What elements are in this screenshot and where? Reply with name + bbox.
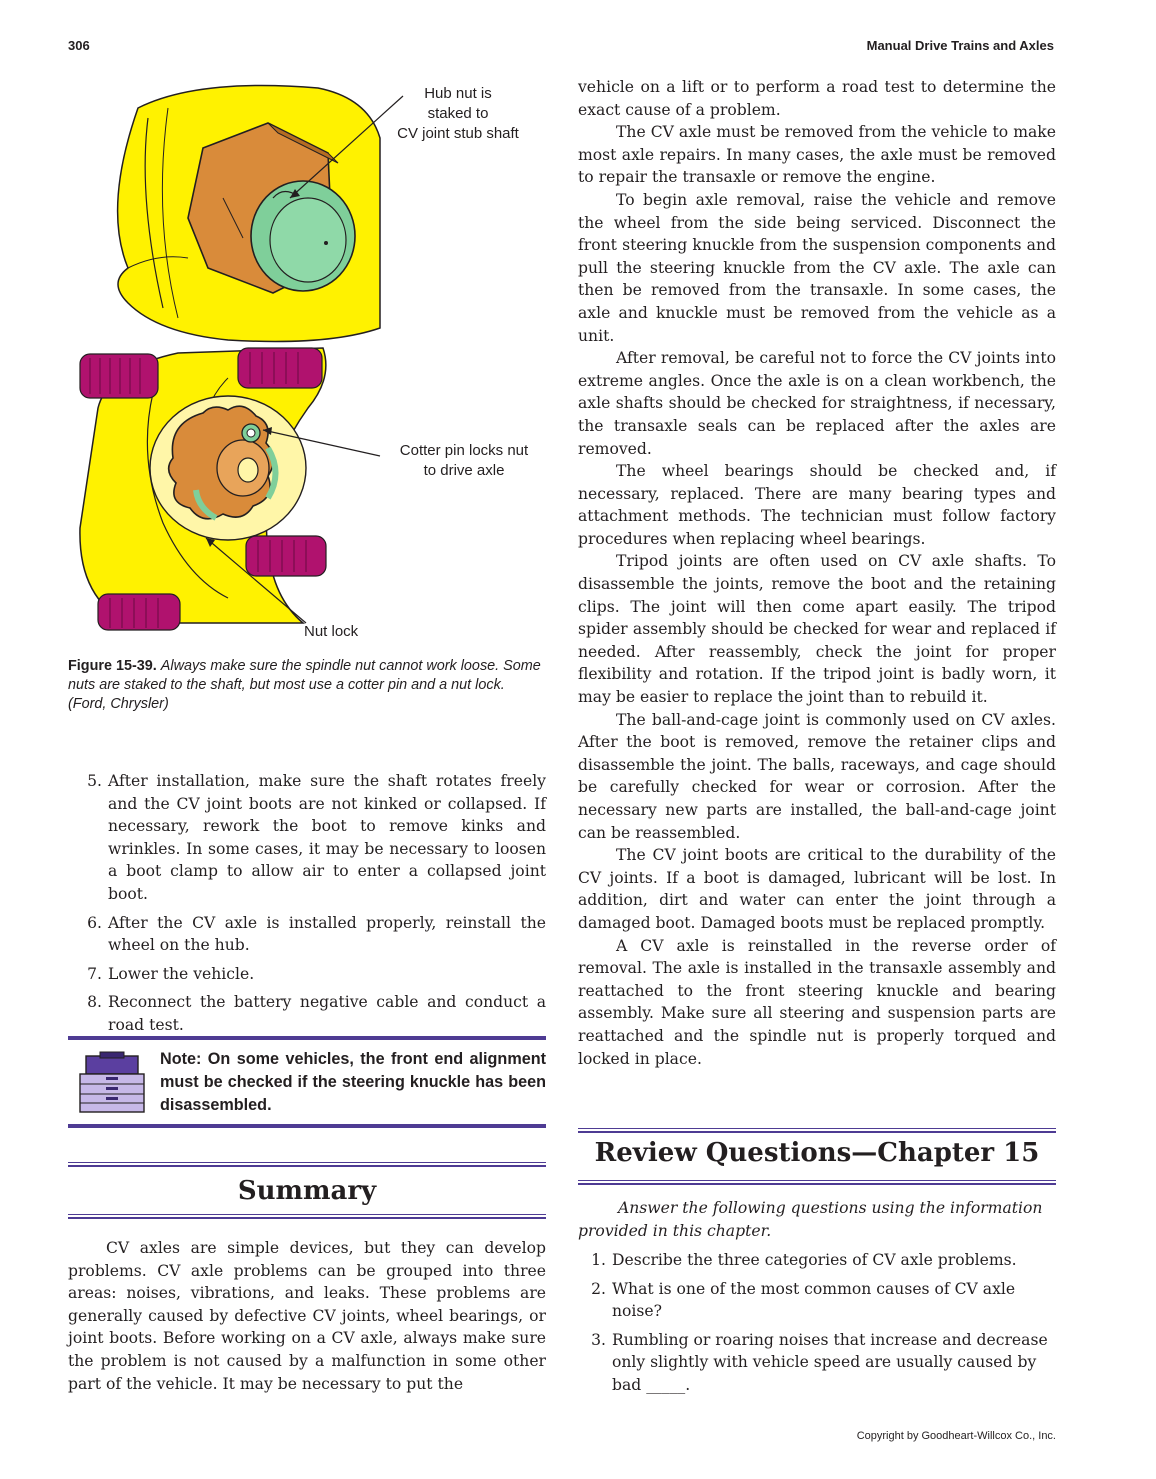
note-text: Note: On some vehicles, the front end alignment must be checked if the steering knuckle has been disassembled. bbox=[160, 1050, 546, 1114]
review-heading: Review Questions—Chapter 15 bbox=[594, 1138, 1040, 1168]
review-intro: Answer the following questions using the information provided in this chapter. bbox=[578, 1199, 1043, 1240]
list-item: 7. Lower the vehicle. bbox=[87, 964, 255, 983]
note-rule-bottom bbox=[68, 1124, 546, 1128]
running-title: Manual Drive Trains and Axles bbox=[866, 38, 1054, 53]
paragraph: The CV axle must be removed from the vehicle to make most axle repairs. In many cases, the axle must be removed to repair the transaxle or remove the engine. bbox=[578, 123, 1056, 187]
list-item: 6. After the CV axle is installed properly, reinstall the wheel on the hub. bbox=[87, 913, 546, 955]
review-rule-top bbox=[578, 1128, 1056, 1133]
review-questions bbox=[578, 1249, 1056, 1403]
paragraph: The CV joint boots are critical to the durability of the CV joints. If a boot is damaged, lubricant will be lost. In addition, dirt and water can enter the joint through a damaged boot. Damaged boots must be replaced promptly. bbox=[578, 846, 1056, 932]
paragraph: vehicle on a lift or to perform a road test to determine the exact cause of a problem. bbox=[578, 78, 1056, 119]
copyright-footer: Copyright by Goodheart-Willcox Co., Inc. bbox=[856, 1430, 1056, 1442]
summary-rule-top bbox=[68, 1162, 546, 1167]
paragraph: A CV axle is reinstalled in the reverse order of removal. The axle is installed in the transaxle assembly and reattached to the front steering knuckle and bearing assembly. Make sure all steering and suspension parts are reattached and the spindle nut is properly torqued and locked in place. bbox=[578, 936, 1056, 1068]
toolbox-icon bbox=[76, 1050, 148, 1120]
caption-label: Figure 15-39. bbox=[68, 658, 157, 674]
summary-heading: Summary bbox=[237, 1176, 377, 1206]
paragraph: To begin axle removal, raise the vehicle and remove the wheel from the side being serviced. Disconnect the front steering knuckle from the suspension components and pull the steering knuckle from the CV axle. The axle can then be removed from the transaxle. In some cases, the axle and knuckle must be removed from the vehicle as a unit. bbox=[578, 190, 1056, 345]
note-box bbox=[68, 1036, 546, 1132]
figure-caption bbox=[68, 657, 546, 714]
summary-rule-bottom bbox=[68, 1214, 546, 1219]
paragraph: The ball-and-cage joint is commonly used on CV axles. After the boot is removed, remove the retainer clips and disassemble the joint. The balls, raceways, and cage should be carefully checked for wear or corrosion. After the necessary new parts are installed, the ball-and-cage joint can be reassembled. bbox=[578, 710, 1056, 842]
callout-nut-lock: Nut lock bbox=[304, 623, 359, 640]
list-item: 3. Rumbling or roaring noises that increase and decrease only slightly with vehicle speed are usually caused by bad _____. bbox=[591, 1330, 1048, 1394]
summary-paragraph: CV axles are simple devices, but they can develop problems. CV axle problems can be grouped into three areas: noises, vibrations, and leaks. These problems are generally caused by defective CV joints, wheel bearings, or joint boots. Before working on a CV axle, always make sure the problem is not caused by a malfunction in some other part of the vehicle. It may be necessary to put the bbox=[68, 1239, 546, 1393]
caption-text: Always make sure the spindle nut cannot work loose. Some nuts are staked to the shaft, but most use a cotter pin and a nut lock. (Ford, Chrysler) bbox=[68, 658, 541, 712]
callout-cotter-pin: Cotter pin locks nut to drive axle bbox=[399, 442, 529, 479]
list-item: 5. After installation, make sure the shaft rotates freely and the CV joint boots are not kinked or collapsed. If necessary, rework the boot to remove kinks and wrinkles. In some cases, it may be necessary to loosen a boot clamp to allow air to enter a collapsed joint boot. bbox=[87, 772, 546, 903]
page-number: 306 bbox=[68, 38, 90, 53]
paragraph: The wheel bearings should be checked and, if necessary, replaced. There are many bearing types and attachment methods. The technician must follow factory procedures when replacing wheel bearings. bbox=[578, 462, 1056, 548]
paragraph: Tripod joints are often used on CV axle shafts. To disassemble the joints, remove the boot and the retaining clips. The joint will then come apart easily. The tripod spider assembly should be checked for wear and replaced if needed. After reassembly, check the joint for proper flexibility and rotation. If the tripod joint is badly worn, it may be easier to replace the joint than to rebuild it. bbox=[578, 552, 1056, 707]
summary-body bbox=[68, 1237, 546, 1395]
procedure-steps bbox=[68, 770, 546, 1043]
callout-hub-nut: Hub nut is staked to CV joint stub shaft bbox=[397, 85, 519, 142]
list-item: 2. What is one of the most common causes of CV axle noise? bbox=[591, 1279, 1016, 1321]
figure-15-39 bbox=[68, 78, 546, 648]
list-item: 8. Reconnect the battery negative cable and conduct a road test. bbox=[87, 993, 546, 1034]
right-column bbox=[578, 76, 1056, 1070]
paragraph: After removal, be careful not to force the CV joints into extreme angles. Once the axle is on a clean workbench, the axle shafts should be checked for straightness, if necessary, the transaxle seals can be replaced after the axles are removed. bbox=[578, 349, 1056, 458]
list-item: 1. Describe the three categories of CV axle problems. bbox=[591, 1251, 1017, 1269]
figure-illustration bbox=[68, 78, 546, 648]
review-rule-bottom bbox=[578, 1180, 1056, 1185]
note-rule-top bbox=[68, 1036, 546, 1040]
